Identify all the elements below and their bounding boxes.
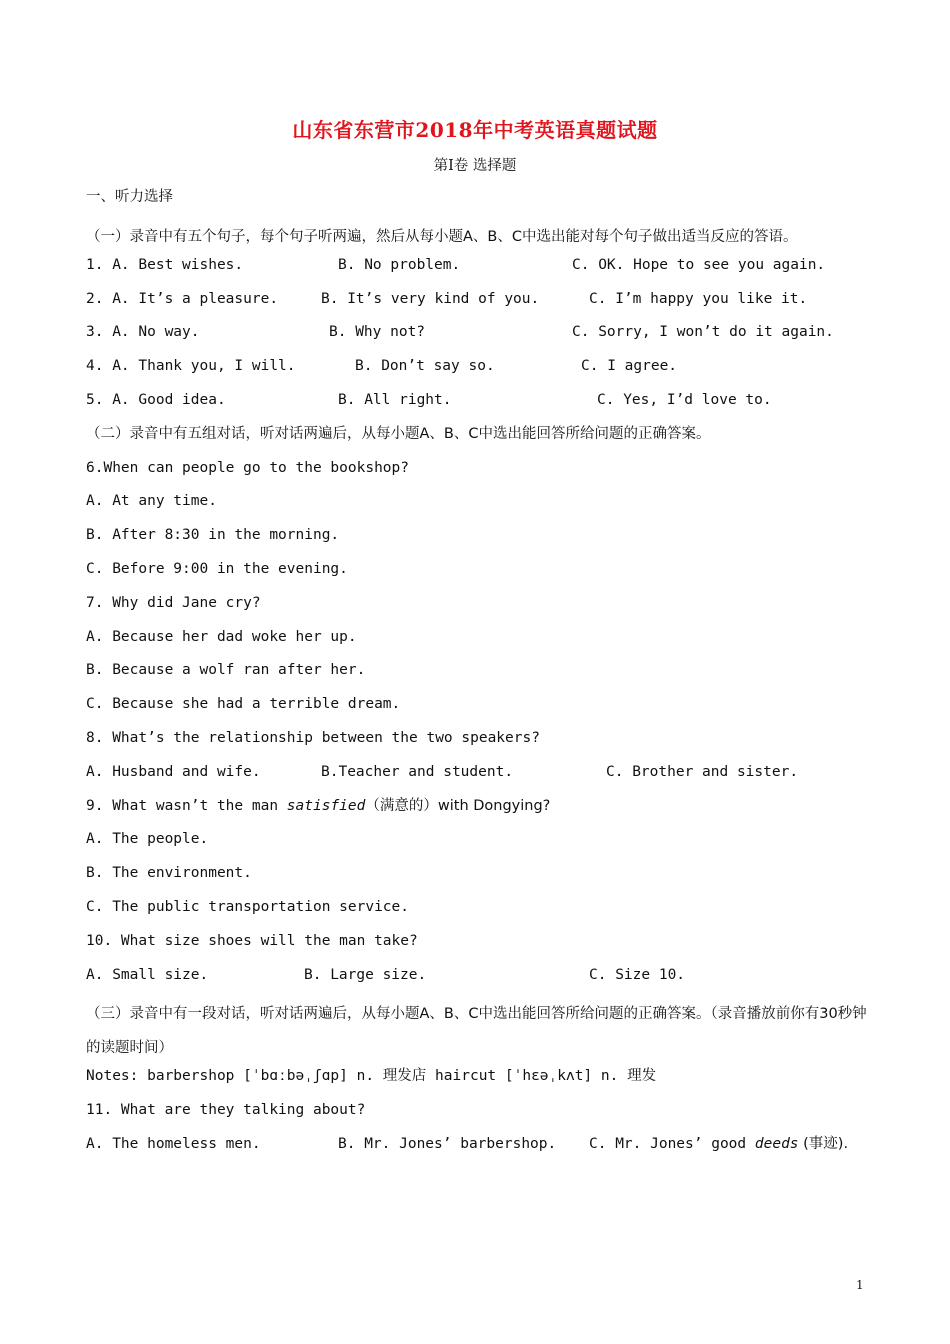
q2-option-a: 2. A. It’s a pleasure. xyxy=(86,290,279,307)
q11-option-c-emphasis: deeds xyxy=(754,1135,799,1152)
q10-option-b: B. Large size. xyxy=(304,966,427,983)
question-3 xyxy=(86,321,876,355)
q11-option-c-pre: C. Mr. Jones’ good xyxy=(589,1135,755,1152)
page-number: 1 xyxy=(856,1278,864,1292)
q10-option-c: C. Size 10. xyxy=(589,966,686,983)
question-2 xyxy=(86,288,876,322)
q7-option-a: A. Because her dad woke her up. xyxy=(86,628,357,645)
part3-instructions: （三）录音中有一段对话，听对话两遍后，从每小题A、B、C中选出能回答所给问题的正确答案。（录音播放前你有30秒钟的读题时间） xyxy=(86,1006,867,1057)
q5-option-a: 5. A. Good idea. xyxy=(86,391,226,408)
q6-option-a: A. At any time. xyxy=(86,493,217,510)
question-10-options xyxy=(86,964,876,998)
q5-option-b: B. All right. xyxy=(338,391,452,408)
exam-content xyxy=(86,186,876,1167)
q11-option-c-post: (事迹). xyxy=(798,1135,849,1152)
q7-option-c: C. Because she had a terrible dream. xyxy=(86,696,401,713)
q4-option-a: 4. A. Thank you, I will. xyxy=(86,358,296,375)
question-11-stem: 11. What are they talking about? xyxy=(86,1102,366,1119)
part1-instructions: （一）录音中有五个句子，每个句子听两遍，然后从每小题A、B、C中选出能对每个句子做出适当反应的答语。 xyxy=(86,228,798,245)
question-1 xyxy=(86,254,876,288)
question-10-stem: 10. What size shoes will the man take? xyxy=(86,932,418,949)
vocabulary-notes: Notes: barbershop [ˈbɑːbəˌʃɑp] n. 理发店 haircut [ˈhɛəˌkʌt] n. 理发 xyxy=(86,1068,657,1085)
question-6-stem: 6.When can people go to the bookshop? xyxy=(86,459,410,476)
q3-option-a: 3. A. No way. xyxy=(86,324,200,341)
question-4 xyxy=(86,355,876,389)
q2-option-b: B. It’s very kind of you. xyxy=(321,290,540,307)
q1-option-b: B. No problem. xyxy=(338,256,461,273)
q1-option-c: C. OK. Hope to see you again. xyxy=(572,256,826,273)
q7-option-b: B. Because a wolf ran after her. xyxy=(86,662,366,679)
q9-option-b: B. The environment. xyxy=(86,865,252,882)
q5-option-c: C. Yes, I’d love to. xyxy=(597,391,772,408)
section-heading: 一、听力选择 xyxy=(86,189,173,205)
q8-option-a: A. Husband and wife. xyxy=(86,763,261,780)
q9-option-a: A. The people. xyxy=(86,831,209,848)
part2-instructions: （二）录音中有五组对话，听对话两遍后，从每小题A、B、C中选出能回答所给问题的正确答案。 xyxy=(86,425,711,442)
q9-option-c: C. The public transportation service. xyxy=(86,898,410,915)
q8-option-b: B.Teacher and student. xyxy=(321,763,514,780)
q10-option-a: A. Small size. xyxy=(86,966,209,983)
q2-option-c: C. I’m happy you like it. xyxy=(589,290,808,307)
question-11-options xyxy=(86,1133,876,1167)
q9-stem-pre: 9. What wasn’t the man xyxy=(86,797,287,814)
q11-option-c xyxy=(589,1133,848,1155)
question-9-stem xyxy=(86,795,876,829)
q11-option-a: A. The homeless men. xyxy=(86,1135,261,1152)
question-8-stem: 8. What’s the relationship between the two speakers? xyxy=(86,729,540,746)
section-subtitle: 第Ⅰ卷 选择题 xyxy=(433,158,517,174)
q3-option-c: C. Sorry, I won’t do it again. xyxy=(572,324,834,341)
q6-option-c: C. Before 9:00 in the evening. xyxy=(86,560,348,577)
q1-option-a: 1. A. Best wishes. xyxy=(86,256,244,273)
q9-stem-emphasis: satisfied xyxy=(286,797,366,814)
page-title: 山东省东营市2018年中考英语真题试题 xyxy=(292,118,658,142)
question-5 xyxy=(86,389,876,423)
q8-option-c: C. Brother and sister. xyxy=(606,763,799,780)
q6-option-b: B. After 8:30 in the morning. xyxy=(86,527,340,544)
q9-stem-post: （满意的）with Dongying? xyxy=(365,797,551,814)
q11-option-b: B. Mr. Jones’ barbershop. xyxy=(338,1135,557,1152)
q3-option-b: B. Why not? xyxy=(329,324,426,341)
question-8-options xyxy=(86,761,876,795)
q4-option-b: B. Don’t say so. xyxy=(355,358,495,375)
q4-option-c: C. I agree. xyxy=(581,358,678,375)
question-7-stem: 7. Why did Jane cry? xyxy=(86,594,261,611)
